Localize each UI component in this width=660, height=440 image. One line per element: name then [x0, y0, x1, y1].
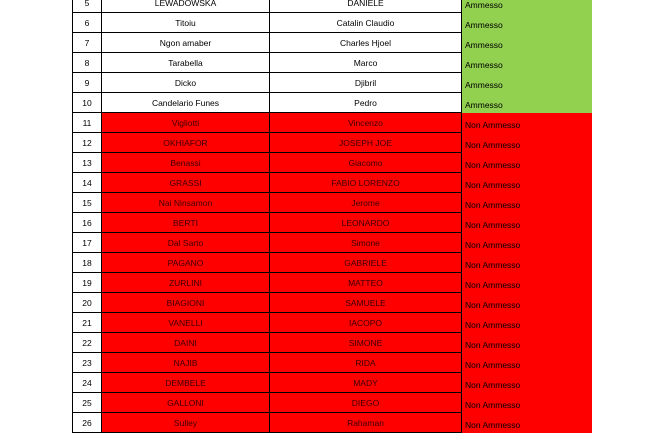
- first-name-cell: Charles Hjoel: [270, 33, 462, 53]
- table-row: [72, 153, 592, 173]
- first-name-cell: SAMUELE: [270, 293, 462, 313]
- status-cell: Non Ammesso: [462, 133, 592, 153]
- first-name-cell: Djibril: [270, 73, 462, 93]
- status-cell: Non Ammesso: [462, 213, 592, 233]
- status-cell: Non Ammesso: [462, 293, 592, 313]
- row-number-cell: 10: [72, 93, 102, 113]
- status-cell: Non Ammesso: [462, 193, 592, 213]
- status-cell: Non Ammesso: [462, 253, 592, 273]
- row-number-cell: 24: [72, 373, 102, 393]
- first-name-cell: Catalin Claudio: [270, 13, 462, 33]
- status-cell: Non Ammesso: [462, 153, 592, 173]
- status-cell: Non Ammesso: [462, 353, 592, 373]
- first-name-cell: MADY: [270, 373, 462, 393]
- surname-cell: Ngon amaber: [102, 33, 270, 53]
- first-name-cell: IACOPO: [270, 313, 462, 333]
- table-row: [72, 293, 592, 313]
- surname-cell: GRASSI: [102, 173, 270, 193]
- table-row: [72, 233, 592, 253]
- status-cell: Non Ammesso: [462, 113, 592, 133]
- first-name-cell: Jerome: [270, 193, 462, 213]
- first-name-cell: DIEGO: [270, 393, 462, 413]
- surname-cell: BERTI: [102, 213, 270, 233]
- row-number-cell: 12: [72, 133, 102, 153]
- surname-cell: Tarabella: [102, 53, 270, 73]
- status-cell: Ammesso: [462, 33, 592, 53]
- first-name-cell: JOSEPH JOE: [270, 133, 462, 153]
- row-number-cell: 22: [72, 333, 102, 353]
- table-row: [72, 273, 592, 293]
- surname-cell: Vigliotti: [102, 113, 270, 133]
- status-cell: Ammesso: [462, 0, 592, 13]
- surname-cell: NAJIB: [102, 353, 270, 373]
- surname-cell: VANELLI: [102, 313, 270, 333]
- table-row: [72, 213, 592, 233]
- first-name-cell: Simone: [270, 233, 462, 253]
- row-number-cell: 26: [72, 413, 102, 433]
- first-name-cell: SIMONE: [270, 333, 462, 353]
- table-row: [72, 53, 592, 73]
- first-name-cell: Pedro: [270, 93, 462, 113]
- table-row: [72, 13, 592, 33]
- status-cell: Non Ammesso: [462, 233, 592, 253]
- row-number-cell: 11: [72, 113, 102, 133]
- row-number-cell: 25: [72, 393, 102, 413]
- row-number-cell: 9: [72, 73, 102, 93]
- surname-cell: Dicko: [102, 73, 270, 93]
- surname-cell: GALLONI: [102, 393, 270, 413]
- row-number-cell: 19: [72, 273, 102, 293]
- status-cell: Non Ammesso: [462, 393, 592, 413]
- status-cell: Non Ammesso: [462, 273, 592, 293]
- status-cell: Non Ammesso: [462, 313, 592, 333]
- table-row: [72, 113, 592, 133]
- row-number-cell: 23: [72, 353, 102, 373]
- status-cell: Non Ammesso: [462, 373, 592, 393]
- row-number-cell: 17: [72, 233, 102, 253]
- table-row: [72, 193, 592, 213]
- first-name-cell: FABIO LORENZO: [270, 173, 462, 193]
- row-number-cell: 6: [72, 13, 102, 33]
- row-number-cell: 13: [72, 153, 102, 173]
- surname-cell: Candelario Funes: [102, 93, 270, 113]
- row-number-cell: 20: [72, 293, 102, 313]
- row-number-cell: 16: [72, 213, 102, 233]
- first-name-cell: GABRIELE: [270, 253, 462, 273]
- first-name-cell: DANIELE: [270, 0, 462, 13]
- table-row: [72, 393, 592, 413]
- table-row: [72, 33, 592, 53]
- table-row: [72, 353, 592, 373]
- first-name-cell: Marco: [270, 53, 462, 73]
- surname-cell: Dal Sarto: [102, 233, 270, 253]
- surname-cell: Nai Ninsamon: [102, 193, 270, 213]
- first-name-cell: LEONARDO: [270, 213, 462, 233]
- table-row: [72, 133, 592, 153]
- row-number-cell: 21: [72, 313, 102, 333]
- first-name-cell: RIDA: [270, 353, 462, 373]
- row-number-cell: 8: [72, 53, 102, 73]
- surname-cell: Sulley: [102, 413, 270, 433]
- row-number-cell: 7: [72, 33, 102, 53]
- row-number-cell: 18: [72, 253, 102, 273]
- table-row: [72, 0, 592, 13]
- status-cell: Ammesso: [462, 13, 592, 33]
- table-row: [72, 253, 592, 273]
- first-name-cell: Vincenzo: [270, 113, 462, 133]
- table-row: [72, 313, 592, 333]
- status-cell: Ammesso: [462, 53, 592, 73]
- table-row: [72, 333, 592, 353]
- table-row: [72, 413, 592, 433]
- surname-cell: ZURLINI: [102, 273, 270, 293]
- surname-cell: BIAGIONI: [102, 293, 270, 313]
- table-row: [72, 173, 592, 193]
- status-cell: Non Ammesso: [462, 333, 592, 353]
- status-cell: Ammesso: [462, 93, 592, 113]
- row-number-cell: 15: [72, 193, 102, 213]
- surname-cell: DEMBELE: [102, 373, 270, 393]
- table-row: [72, 373, 592, 393]
- first-name-cell: Rahaman: [270, 413, 462, 433]
- surname-cell: OKHIAFOR: [102, 133, 270, 153]
- table-row: [72, 73, 592, 93]
- row-number-cell: 5: [72, 0, 102, 13]
- first-name-cell: MATTEO: [270, 273, 462, 293]
- status-cell: Non Ammesso: [462, 173, 592, 193]
- first-name-cell: Giacomo: [270, 153, 462, 173]
- surname-cell: LEWADOWSKA: [102, 0, 270, 13]
- table-row: [72, 93, 592, 113]
- surname-cell: DAINI: [102, 333, 270, 353]
- row-number-cell: 14: [72, 173, 102, 193]
- status-cell: Ammesso: [462, 73, 592, 93]
- surname-cell: Titoiu: [102, 13, 270, 33]
- surname-cell: PAGANO: [102, 253, 270, 273]
- surname-cell: Benassi: [102, 153, 270, 173]
- status-cell: Non Ammesso: [462, 413, 592, 433]
